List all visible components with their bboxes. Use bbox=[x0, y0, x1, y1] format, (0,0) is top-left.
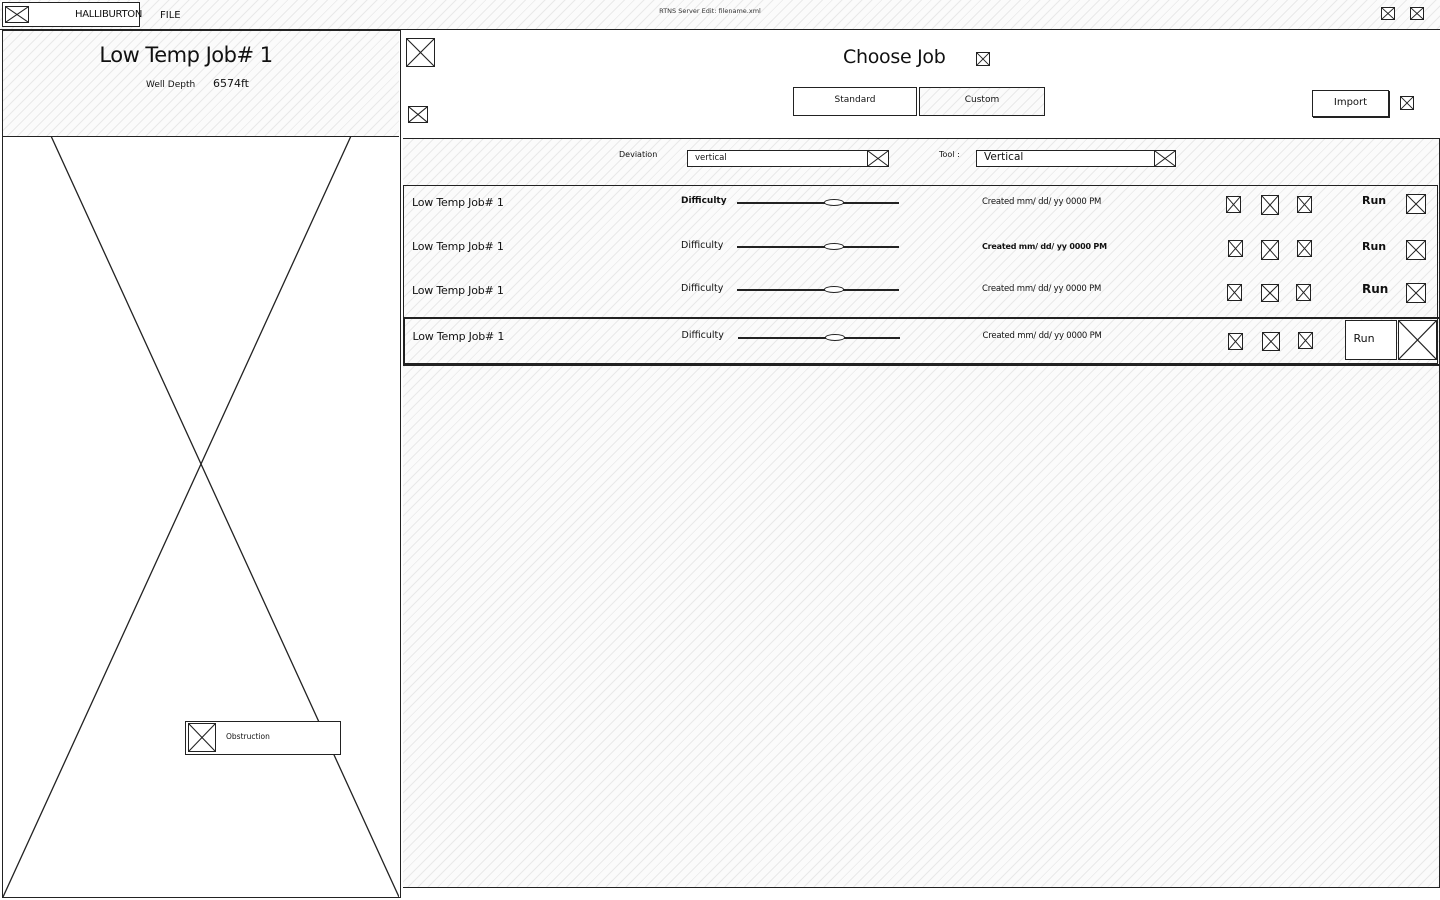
job-preview-panel bbox=[2, 30, 401, 898]
difficulty-label: Difficulty bbox=[681, 283, 724, 294]
delete-icon[interactable] bbox=[1297, 196, 1312, 213]
tool-select[interactable] bbox=[976, 150, 1176, 167]
difficulty-slider-thumb[interactable] bbox=[824, 286, 844, 293]
run-button[interactable]: Run bbox=[1362, 194, 1387, 207]
choose-job-panel bbox=[403, 30, 1440, 900]
job-row[interactable] bbox=[404, 230, 1436, 275]
run-button[interactable] bbox=[1345, 320, 1397, 360]
delete-icon[interactable] bbox=[1297, 240, 1312, 257]
brand-logo bbox=[2, 2, 143, 27]
edit-icon[interactable] bbox=[1226, 196, 1241, 213]
copy-icon[interactable] bbox=[1261, 195, 1279, 215]
deviation-dropdown-icon[interactable] bbox=[867, 150, 889, 167]
copy-icon[interactable] bbox=[1261, 240, 1279, 260]
difficulty-label: Difficulty bbox=[681, 330, 724, 341]
more-icon[interactable] bbox=[1398, 320, 1437, 360]
delete-icon[interactable] bbox=[1298, 332, 1313, 349]
logo-placeholder-icon bbox=[5, 6, 29, 23]
well-depth-label: Well Depth bbox=[146, 80, 196, 90]
job-list bbox=[403, 185, 1438, 364]
tool-label: Tool : bbox=[939, 150, 960, 159]
file-menu[interactable]: FILE bbox=[160, 10, 181, 21]
created-date: Created mm/ dd/ yy 0000 PM bbox=[982, 331, 1102, 341]
difficulty-slider[interactable] bbox=[737, 202, 899, 204]
job-name: Low Temp Job# 1 bbox=[412, 284, 504, 297]
difficulty-slider-thumb[interactable] bbox=[824, 199, 844, 206]
window-title: RTNS Server Edit: filename.xml bbox=[659, 7, 761, 15]
created-date: Created mm/ dd/ yy 0000 PM bbox=[982, 284, 1102, 294]
created-date: Created mm/ dd/ yy 0000 PM bbox=[982, 197, 1102, 207]
tool-dropdown-icon[interactable] bbox=[1154, 150, 1176, 167]
tab-standard[interactable]: Standard bbox=[793, 87, 917, 116]
back-icon[interactable] bbox=[406, 38, 435, 67]
well-depth-value: 6574ft bbox=[213, 77, 249, 90]
deviation-value: vertical bbox=[695, 153, 727, 163]
tool-value: Vertical bbox=[984, 151, 1024, 163]
more-icon[interactable] bbox=[1406, 283, 1426, 303]
edit-icon[interactable] bbox=[1227, 284, 1242, 301]
job-summary-header bbox=[3, 31, 399, 137]
job-row-selected[interactable] bbox=[403, 317, 1440, 366]
created-date: Created mm/ dd/ yy 0000 PM bbox=[982, 242, 1107, 251]
job-name: Low Temp Job# 1 bbox=[412, 240, 504, 253]
difficulty-slider[interactable] bbox=[737, 246, 899, 248]
job-row[interactable] bbox=[404, 186, 1436, 231]
deviation-select[interactable] bbox=[687, 150, 889, 167]
more-icon[interactable] bbox=[1406, 194, 1426, 214]
run-button[interactable]: Run bbox=[1362, 282, 1389, 296]
well-diagram-placeholder-icon bbox=[3, 31, 399, 897]
edit-icon[interactable] bbox=[1228, 333, 1243, 350]
import-button[interactable]: Import bbox=[1312, 90, 1389, 117]
obstruction-icon bbox=[188, 723, 216, 752]
difficulty-label: Difficulty bbox=[681, 196, 727, 206]
difficulty-slider-thumb[interactable] bbox=[825, 334, 845, 341]
copy-icon[interactable] bbox=[1262, 332, 1280, 351]
menu-icon[interactable] bbox=[408, 106, 428, 123]
minimize-icon[interactable] bbox=[1381, 7, 1395, 20]
settings-icon[interactable] bbox=[1400, 96, 1414, 110]
copy-icon[interactable] bbox=[1261, 284, 1279, 302]
difficulty-slider[interactable] bbox=[738, 337, 900, 339]
filter-bar bbox=[403, 139, 1438, 185]
difficulty-slider-thumb[interactable] bbox=[824, 243, 844, 250]
difficulty-label: Difficulty bbox=[681, 240, 724, 251]
job-row[interactable] bbox=[404, 274, 1436, 319]
job-content-area bbox=[403, 138, 1440, 888]
edit-icon[interactable] bbox=[1228, 240, 1243, 257]
obstruction-marker[interactable] bbox=[185, 721, 341, 755]
obstruction-label: Obstruction bbox=[226, 732, 270, 741]
more-icon[interactable] bbox=[1406, 240, 1426, 260]
difficulty-slider[interactable] bbox=[737, 289, 899, 291]
run-button-label: Run bbox=[1353, 332, 1375, 345]
run-button[interactable]: Run bbox=[1362, 240, 1387, 253]
delete-icon[interactable] bbox=[1296, 284, 1311, 301]
close-icon[interactable] bbox=[1410, 7, 1424, 20]
brand-name: HALLIBURTON bbox=[75, 9, 143, 20]
deviation-label: Deviation bbox=[619, 150, 658, 159]
tab-custom[interactable]: Custom bbox=[919, 87, 1045, 116]
page-title: Choose Job bbox=[843, 46, 946, 68]
job-name: Low Temp Job# 1 bbox=[412, 196, 504, 209]
job-name: Low Temp Job# 1 bbox=[412, 330, 505, 343]
title-bar bbox=[0, 0, 1440, 30]
job-title: Low Temp Job# 1 bbox=[99, 43, 273, 67]
help-icon[interactable] bbox=[976, 52, 990, 66]
